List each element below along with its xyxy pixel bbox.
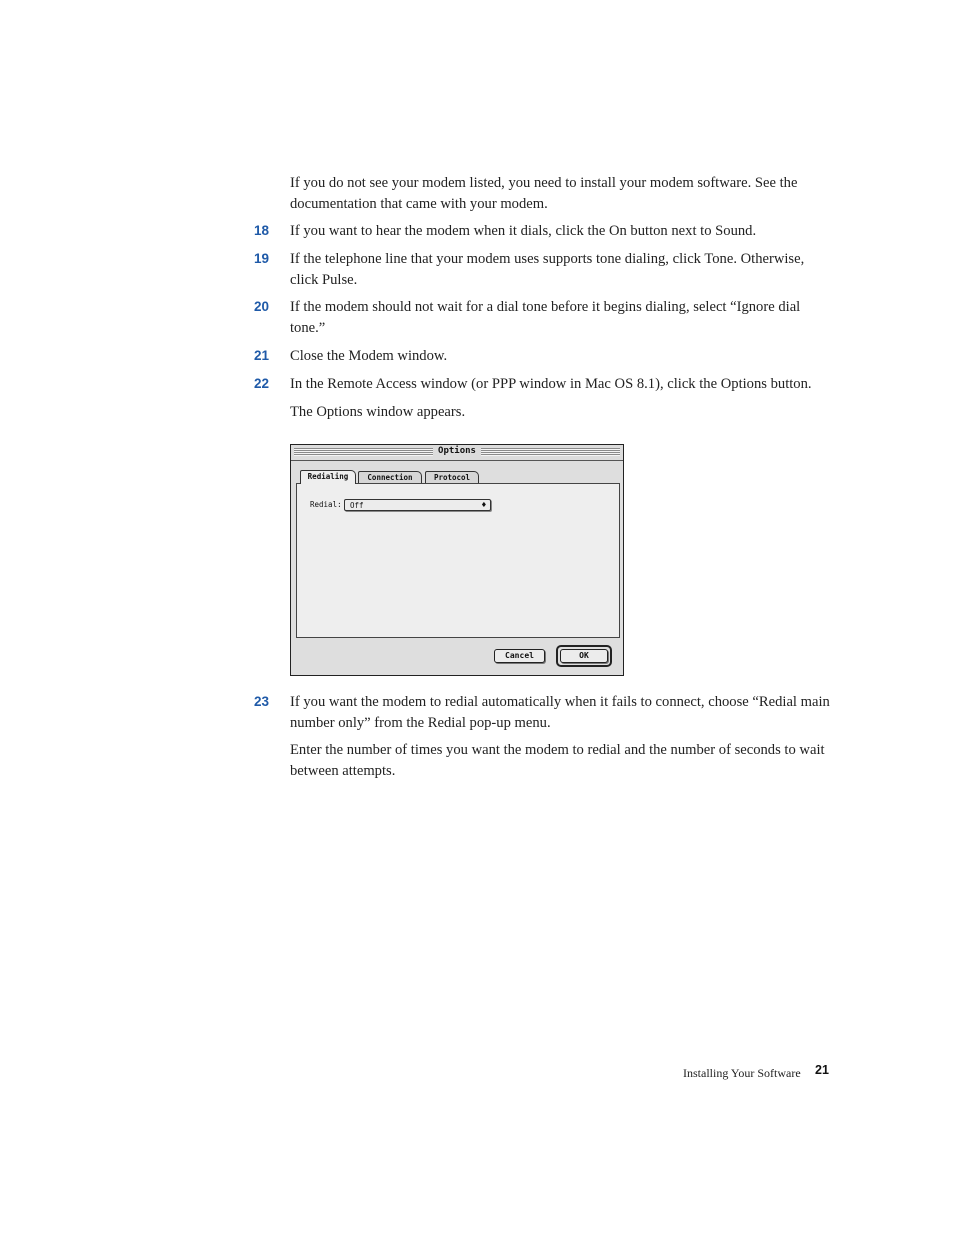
step-text: Close the Modem window. [290,348,448,364]
cancel-button[interactable]: Cancel [494,649,545,663]
step-note: Enter the number of times you want the modem to redial and the number of seconds to wait between attempts. [290,742,825,779]
intro-paragraph: If you do not see your modem listed, you need to install your modem software. See the documentation that came with your modem. [290,175,798,212]
redial-label: Redial: [310,500,342,509]
tab-protocol[interactable]: Protocol [425,471,479,483]
window-title: Options [433,446,481,456]
step-number: 19 [254,251,270,266]
step-number: 23 [254,694,270,709]
tab-redialing[interactable]: Redialing [300,470,356,484]
updown-arrows-icon: ♦ [480,501,487,509]
step-number: 18 [254,223,270,238]
ok-button[interactable]: OK [560,649,608,663]
title-bar[interactable] [291,445,623,461]
page-number: 21 [815,1063,829,1077]
tab-connection[interactable]: Connection [358,471,422,483]
step-text: If the telephone line that your modem uses supports tone dialing, click Tone. Otherwise, click Pulse. [290,251,805,288]
step-note: The Options window appears. [290,404,466,420]
step-number: 22 [254,376,270,391]
step-number: 20 [254,299,270,314]
step-text: If the modem should not wait for a dial tone before it begins dialing, select “Ignore dial tone.” [290,299,801,336]
step-text: In the Remote Access window (or PPP window in Mac OS 8.1), click the Options button. [290,376,812,392]
redial-value: Off [350,501,364,510]
step-text: If you want to hear the modem when it dials, click the On button next to Sound. [290,223,757,239]
redial-popup[interactable] [344,499,491,511]
step-text: If you want the modem to redial automatically when it fails to connect, choose “Redial main number only” from the Redial pop-up menu. [290,694,830,731]
tab-panel [296,483,620,638]
footer-section-title: Installing Your Software [683,1066,801,1080]
step-number: 21 [254,348,270,363]
options-window [290,444,624,676]
